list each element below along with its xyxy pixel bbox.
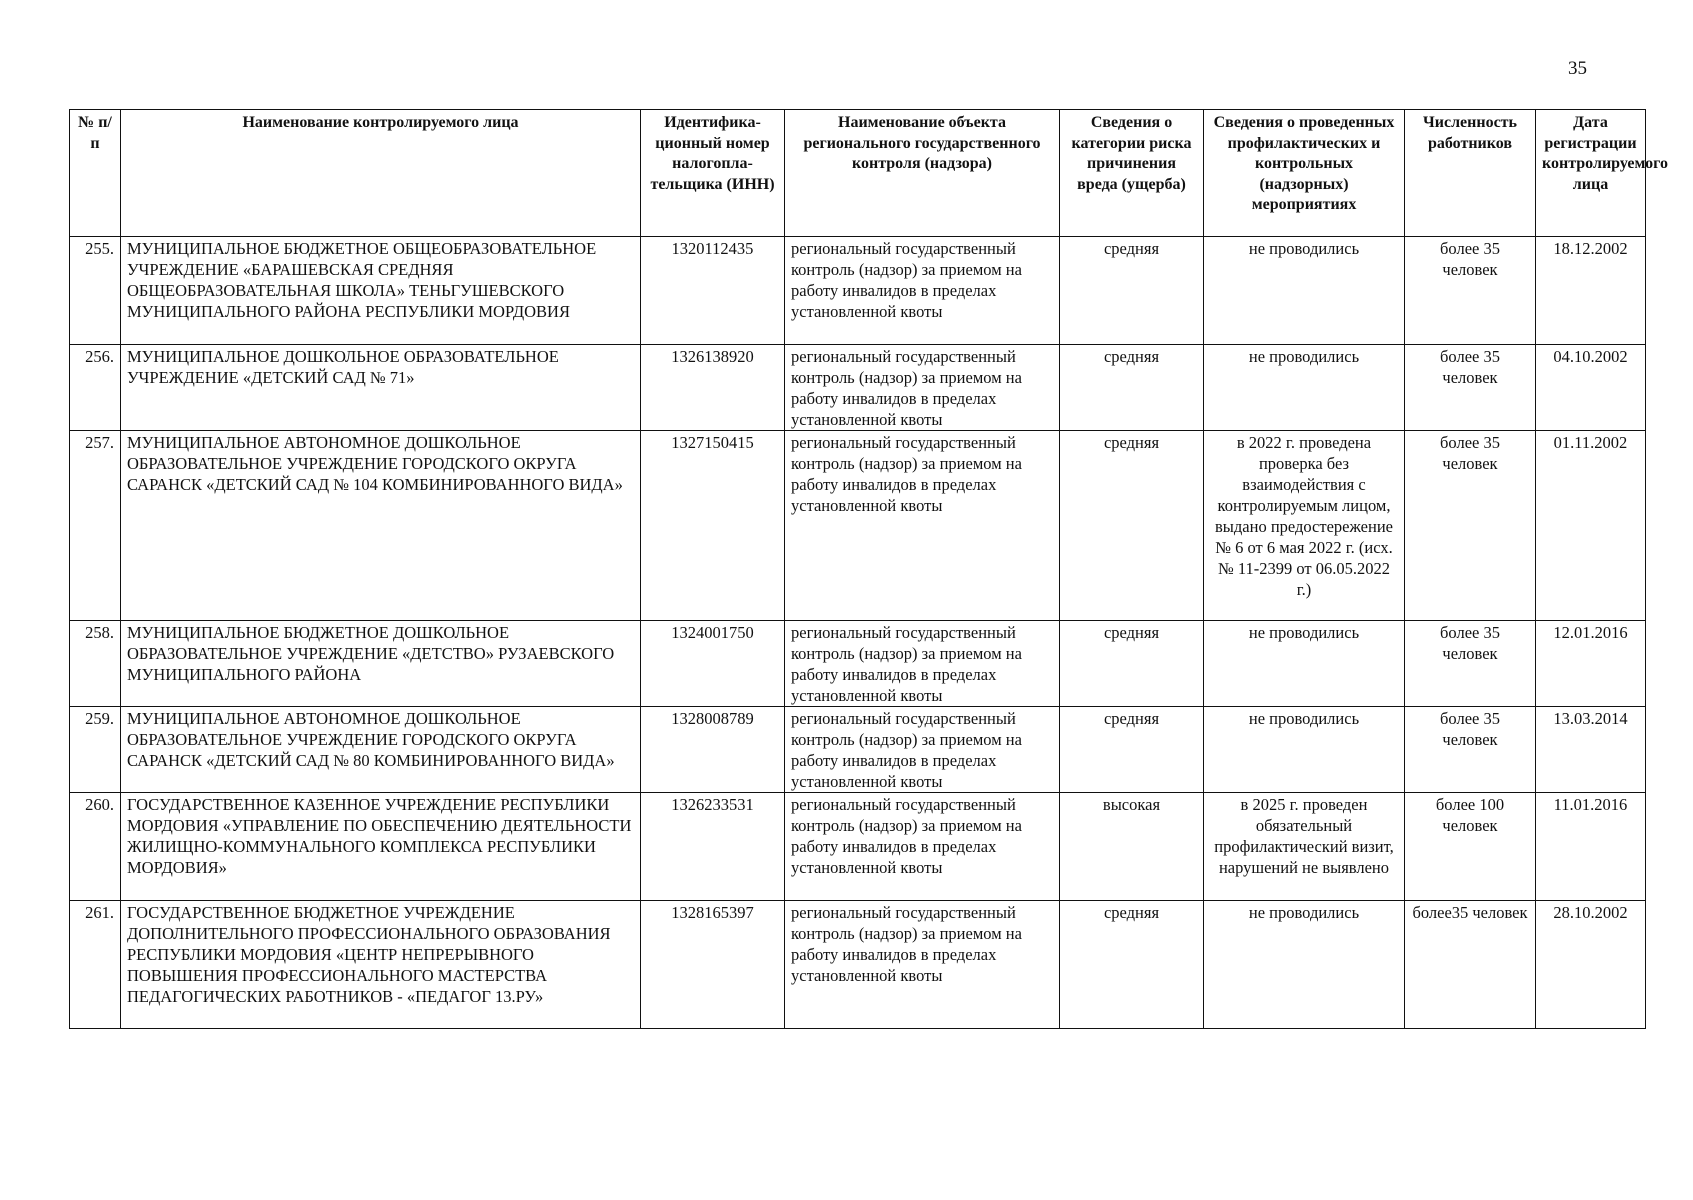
row-number: 258. [70,621,121,707]
entity-name: ГОСУДАРСТВЕННОЕ КАЗЕННОЕ УЧРЕЖДЕНИЕ РЕСПУБЛИКИ МОРДОВИЯ «УПРАВЛЕНИЕ ПО ОБЕСПЕЧЕНИЮ ДЕЯТЕЛЬНОСТИ ЖИЛИЩНО-КОММУНАЛЬНОГО КОМПЛЕКСА РЕСПУБЛИКИ МОРДОВИЯ» [121,793,641,901]
header-staff: Численность работников [1405,110,1536,237]
header-risk: Сведения о категории риска причинения вреда (ущерба) [1060,110,1204,237]
registration-date: 01.11.2002 [1536,431,1646,621]
control-events: не проводились [1204,345,1405,431]
risk-category: средняя [1060,345,1204,431]
staff-count: более 35 человек [1405,237,1536,345]
control-events: не проводились [1204,707,1405,793]
entity-inn: 1327150415 [641,431,785,621]
staff-count: более 35 человек [1405,707,1536,793]
staff-count: более 35 человек [1405,621,1536,707]
header-date: Дата регистрации контролируемого лица [1536,110,1646,237]
row-number: 259. [70,707,121,793]
table-row [70,707,1646,793]
row-number: 260. [70,793,121,901]
control-events: в 2025 г. проведен обязательный профилактический визит, нарушений не выявлено [1204,793,1405,901]
page-number: 35 [1568,58,1587,79]
registration-date: 04.10.2002 [1536,345,1646,431]
staff-count: более 35 человек [1405,345,1536,431]
risk-category: средняя [1060,901,1204,1029]
header-name: Наименование контролируемого лица [121,110,641,237]
row-number: 256. [70,345,121,431]
control-object: региональный государственный контроль (надзор) за приемом на работу инвалидов в пределах установленной квоты [785,345,1060,431]
table-row [70,237,1646,345]
entity-name: МУНИЦИПАЛЬНОЕ АВТОНОМНОЕ ДОШКОЛЬНОЕ ОБРАЗОВАТЕЛЬНОЕ УЧРЕЖДЕНИЕ ГОРОДСКОГО ОКРУГА САРАНСК «ДЕТСКИЙ САД № 104 КОМБИНИРОВАННОГО ВИДА» [121,431,641,621]
entity-inn: 1324001750 [641,621,785,707]
entity-name: МУНИЦИПАЛЬНОЕ АВТОНОМНОЕ ДОШКОЛЬНОЕ ОБРАЗОВАТЕЛЬНОЕ УЧРЕЖДЕНИЕ ГОРОДСКОГО ОКРУГА САРАНСК «ДЕТСКИЙ САД № 80 КОМБИНИРОВАННОГО ВИДА» [121,707,641,793]
control-object: региональный государственный контроль (надзор) за приемом на работу инвалидов в пределах установленной квоты [785,901,1060,1029]
header-row [70,110,1646,237]
entity-inn: 1320112435 [641,237,785,345]
registration-date: 28.10.2002 [1536,901,1646,1029]
risk-category: средняя [1060,707,1204,793]
risk-category: высокая [1060,793,1204,901]
risk-category: средняя [1060,431,1204,621]
entity-name: ГОСУДАРСТВЕННОЕ БЮДЖЕТНОЕ УЧРЕЖДЕНИЕ ДОПОЛНИТЕЛЬНОГО ПРОФЕССИОНАЛЬНОГО ОБРАЗОВАНИЯ РЕСПУБЛИКИ МОРДОВИЯ «ЦЕНТР НЕПРЕРЫВНОГО ПОВЫШЕНИЯ ПРОФЕССИОНАЛЬНОГО МАСТЕРСТВА ПЕДАГОГИЧЕСКИХ РАБОТНИКОВ - «ПЕДАГОГ 13.РУ» [121,901,641,1029]
entity-inn: 1326138920 [641,345,785,431]
control-events: не проводились [1204,901,1405,1029]
entity-name: МУНИЦИПАЛЬНОЕ ДОШКОЛЬНОЕ ОБРАЗОВАТЕЛЬНОЕ УЧРЕЖДЕНИЕ «ДЕТСКИЙ САД № 71» [121,345,641,431]
registry-table [69,109,1669,1029]
staff-count: более 100 человек [1405,793,1536,901]
table-row [70,793,1646,901]
entity-name: МУНИЦИПАЛЬНОЕ БЮДЖЕТНОЕ ОБЩЕОБРАЗОВАТЕЛЬНОЕ УЧРЕЖДЕНИЕ «БАРАШЕВСКАЯ СРЕДНЯЯ ОБЩЕОБРАЗОВАТЕЛЬНАЯ ШКОЛА» ТЕНЬГУШЕВСКОГО МУНИЦИПАЛЬНОГО РАЙОНА РЕСПУБЛИКИ МОРДОВИЯ [121,237,641,345]
registration-date: 13.03.2014 [1536,707,1646,793]
entity-inn: 1328008789 [641,707,785,793]
control-object: региональный государственный контроль (надзор) за приемом на работу инвалидов в пределах установленной квоты [785,707,1060,793]
control-object: региональный государственный контроль (надзор) за приемом на работу инвалидов в пределах установленной квоты [785,431,1060,621]
control-object: региональный государственный контроль (надзор) за приемом на работу инвалидов в пределах установленной квоты [785,621,1060,707]
risk-category: средняя [1060,237,1204,345]
control-object: региональный государственный контроль (надзор) за приемом на работу инвалидов в пределах установленной квоты [785,237,1060,345]
row-number: 255. [70,237,121,345]
registration-date: 18.12.2002 [1536,237,1646,345]
row-number: 261. [70,901,121,1029]
row-number: 257. [70,431,121,621]
header-num: № п/п [70,110,121,237]
header-object: Наименование объекта регионального государственного контроля (надзора) [785,110,1060,237]
entity-inn: 1326233531 [641,793,785,901]
entity-inn: 1328165397 [641,901,785,1029]
control-events: не проводились [1204,237,1405,345]
header-inn: Идентифика-ционный номер налогопла-тельщика (ИНН) [641,110,785,237]
header-events: Сведения о проведенных профилактических и контрольных (надзорных) мероприятиях [1204,110,1405,237]
table-row [70,621,1646,707]
risk-category: средняя [1060,621,1204,707]
table-row [70,901,1646,1029]
control-object: региональный государственный контроль (надзор) за приемом на работу инвалидов в пределах установленной квоты [785,793,1060,901]
control-events: не проводились [1204,621,1405,707]
registration-date: 12.01.2016 [1536,621,1646,707]
control-events: в 2022 г. проведена проверка без взаимодействия с контролируемым лицом, выдано предостережение № 6 от 6 мая 2022 г. (исх. № 11-2399 от 06.05.2022 г.) [1204,431,1405,621]
staff-count: более 35 человек [1405,431,1536,621]
registration-date: 11.01.2016 [1536,793,1646,901]
table-row [70,431,1646,621]
table-row [70,345,1646,431]
staff-count: более35 человек [1405,901,1536,1029]
entity-name: МУНИЦИПАЛЬНОЕ БЮДЖЕТНОЕ ДОШКОЛЬНОЕ ОБРАЗОВАТЕЛЬНОЕ УЧРЕЖДЕНИЕ «ДЕТСТВО» РУЗАЕВСКОГО МУНИЦИПАЛЬНОГО РАЙОНА [121,621,641,707]
